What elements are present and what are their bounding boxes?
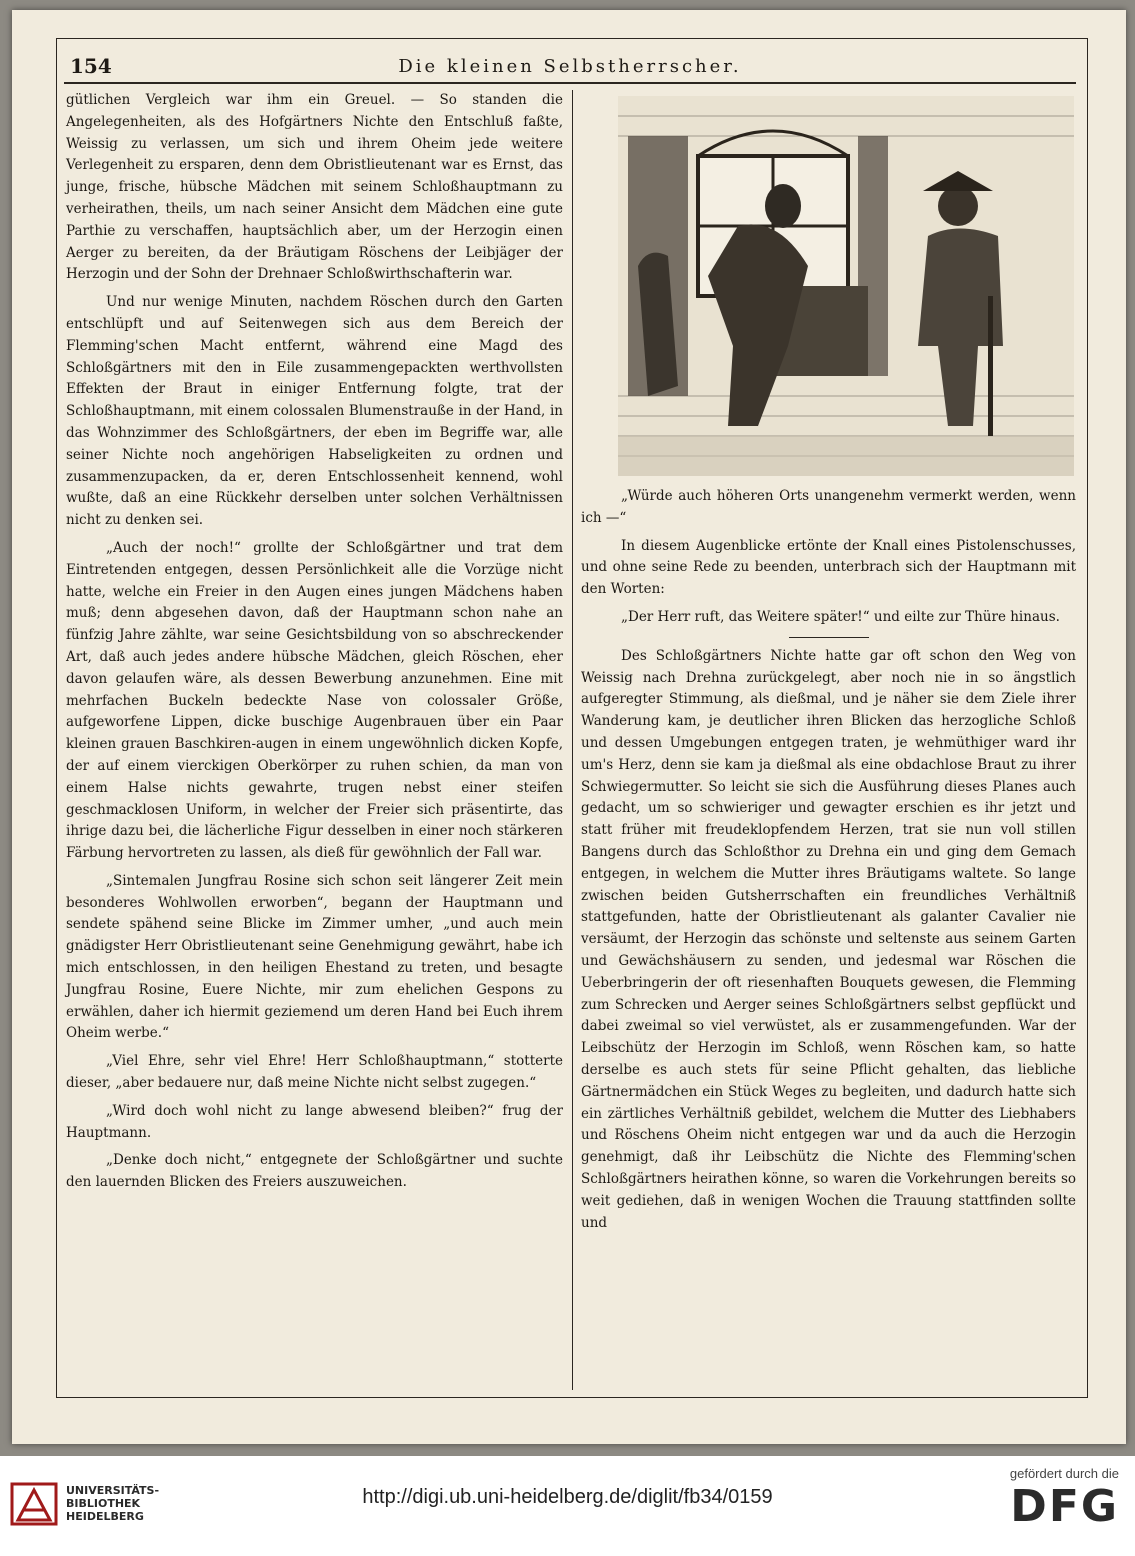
funder-label: gefördert durch die xyxy=(1009,1466,1119,1481)
engraving-illustration xyxy=(618,96,1074,476)
library-name-line: UNIVERSITÄTS- xyxy=(66,1484,160,1497)
running-title: Die kleinen Selbstherrscher. xyxy=(398,56,742,77)
paragraph: „Viel Ehre, sehr viel Ehre! Herr Schloßhauptmann,“ stotterte dieser, „aber bedauere nur, daß meine Nichte nicht selbst zugegen.“ xyxy=(66,1053,563,1092)
paragraph: Und nur wenige Minuten, nachdem Röschen durch den Garten entschlüpft und auf Seitenwegen sich aus dem Bereich der Flemming'schen Macht entfernt, während eine Magd des Schloßgärtners mit den in Eile zusammengepackten werthvollsten Effekten der Braut in einiger Entfernung folgte, trat der Schloßhauptmann, mit einem colossalen Blumenstrauße in der Hand, in das Wohnzimmer des Schloßgärtners, der eben im Begriffe war, alle seiner Nichte noch angehörigen Habseligkeiten zu ordnen und zusammenzupacken, da er, deren Entschlossenheit kennend, wohl wußte, daß an eine Rückkehr derselben unter solchen Verhältnissen nicht zu denken sei. xyxy=(66,294,563,529)
paragraph: „Würde auch höheren Orts unangenehm vermerkt werden, wenn ich —“ xyxy=(581,488,1076,526)
right-column xyxy=(581,480,1076,1234)
section-separator xyxy=(789,637,869,638)
viewer-footer xyxy=(0,1456,1135,1556)
page-number: 154 xyxy=(70,54,112,78)
column-divider xyxy=(572,90,573,1390)
funder-block[interactable] xyxy=(979,1466,1119,1546)
library-name-line: HEIDELBERG xyxy=(66,1510,144,1523)
dfg-logo: DFG xyxy=(1010,1481,1119,1532)
paragraph: In diesem Augenblicke ertönte der Knall eines Pistolenschusses, und ohne seine Rede zu beenden, unterbrach sich der Hauptmann mit den Worten: xyxy=(581,537,1076,598)
running-header xyxy=(64,52,1076,84)
left-column xyxy=(66,90,563,1194)
paragraph: „Wird doch wohl nicht zu lange abwesend bleiben?“ frug der Hauptmann. xyxy=(66,1102,563,1141)
paragraph: Des Schloßgärtners Nichte hatte gar oft schon den Weg von Weissig nach Drehna zurückgelegt, aber noch nie in so ängstlich aufgeregter Stimmung, als dießmal, und je näher sie dem Ziele ihrer Wanderung kam, je deutlicher ihren Blicken das herzogliche Schloß und dessen Umgebungen entgegen traten, je wehmüthiger ward ihr um's Herz, denn sie kam ja dießmal als eine obdachlose Braut zu ihrer Schwiegermutter. So leicht sie sich die Ausführung dieses Planes auch gedacht, um so schwieriger und gewagter erschien es ihr jetzt und statt früher mit freudeklopfendem Herzen, trat sie nun voll stillen Bangens durch das Schloßthor zu Drehna ein und ging dem Gemach entgegen, in welchem die Mutter ihres Bräutigams waltete. So lange zwischen beiden Gutsherrschaften ein freundliches Verhältniß stattgefunden, hatte der Obristlieutenant als galanter Cavalier nie versäumt, der Herzogin das schönste und seltenste aus seinem Garten und Gewächshäusern zu senden, und jedesmal war Röschen die Ueberbringerin der oft riesenhaften Bouquets gewesen, die Flemming zum Schrecken und Aerger seines Schloßgärtners selbst gepflückt und dabei zweimal so viel verwüstet, als er zusammengefunden. War der Leibschütz der Herzogin im Schloß, wenn Röschen kam, so hatte derselbe es auch stets für seine Pflicht gehalten, das liebliche Gärtnermädchen ein Stück Weges zu begleiten, und dadurch hatte sich ein zärtliches Verhältniß gebildet, welchem die Mutter des Liebhabers und Röschens Oheim nicht entgegen war und da auch die Herzogin genehmigt, daß ihr Leibschütz die Nichte des Flemming'schen Schloßgärtners heirathen könne, so waren die Vorkehrungen bereits so weit gediehen, daß in wenigen Wochen die Trauung stattfinden sollte und xyxy=(581,647,1076,1231)
permalink-url[interactable]: http://digi.ub.uni-heidelberg.de/diglit/fb34/0159 xyxy=(362,1486,773,1508)
paragraph: gütlichen Vergleich war ihm ein Greuel. — So standen die Angelegenheiten, als des Hofgärtners Nichte den Entschluß faßte, Weissig zu verlassen, um sich und ihrem Oheim jede weitere Verlegenheit zu ersparen, denn dem Obristlieutenant war es Ernst, das junge, frische, hübsche Mädchen mit seinem Schloßhauptmann zu verheirathen, theils, um nach seiner Ansicht dem Mädchen eine gute Parthie zu verschaffen, hauptsächlich aber, um der Herzogin einen Aerger zu bereiten, da der Bräutigam Röschens der Leibjäger der Herzogin und der Sohn der Drehnaer Schloßwirthschafterin war. xyxy=(66,92,563,283)
library-name-line: BIBLIOTHEK xyxy=(66,1497,141,1510)
paragraph: „Der Herr ruft, das Weitere später!“ und eilte zur Thüre hinaus. xyxy=(621,608,1060,625)
paragraph: „Sintemalen Jungfrau Rosine sich schon seit längerer Zeit mein besonderes Wohlwollen erworben“, begann der Hauptmann und sendete spähend seine Blicke im Zimmer umher, „und auch mein gnädigster Herr Obristlieutenant seine Genehmigung gewährt, habe ich mich entschlossen, in den heiligen Ehestand zu treten, und besagte Jungfrau Rosine, Euere Nichte, mir zum ehelichen Gespons zu erwählen, daher ich hiermit geziemend um deren Hand bei Euch ihrem Oheim werbe.“ xyxy=(66,872,563,1042)
paragraph: „Auch der noch!“ grollte der Schloßgärtner und trat dem Eintretenden entgegen, dessen Persönlichkeit alle die Vorzüge nicht hatte, welche ein Freier in den Augen eines jungen Mädchens haben muß; denn abgesehen davon, daß der Hauptmann schon nahe an fünfzig Jahre zählte, war seine Gesichtsbildung von so abschreckender Art, daß auch jedes andere hübsche Mädchen, gleich Röschen, eher davon gelaufen wäre, als dessen Bewerbung anzunehmen. Eine mit mehrfachen Buckeln bedeckte Nase von colossaler Größe, aufgeworfene Lippen, dicke buschige Augenbrauen über ein Paar kleinen grauen Baschkiren-augen in einem ungewöhnlich dicken Kopfe, der auf einem vierckigen Oberkörper zu ruhen schien, da man von einem Halse nichts gewahrte, trugen nebst einer steifen geschmacklosen Uniform, in welcher der Freier sich präsentirte, das ihrige dazu bei, die lächerliche Figur desselben in einer noch stärkeren Färbung hervortreten zu lassen, als dieß für gewöhnlich der Fall war. xyxy=(66,539,563,862)
paragraph: „Denke doch nicht,“ entgegnete der Schloßgärtner und suchte den lauernden Blicken des Freiers auszuweichen. xyxy=(66,1152,563,1191)
